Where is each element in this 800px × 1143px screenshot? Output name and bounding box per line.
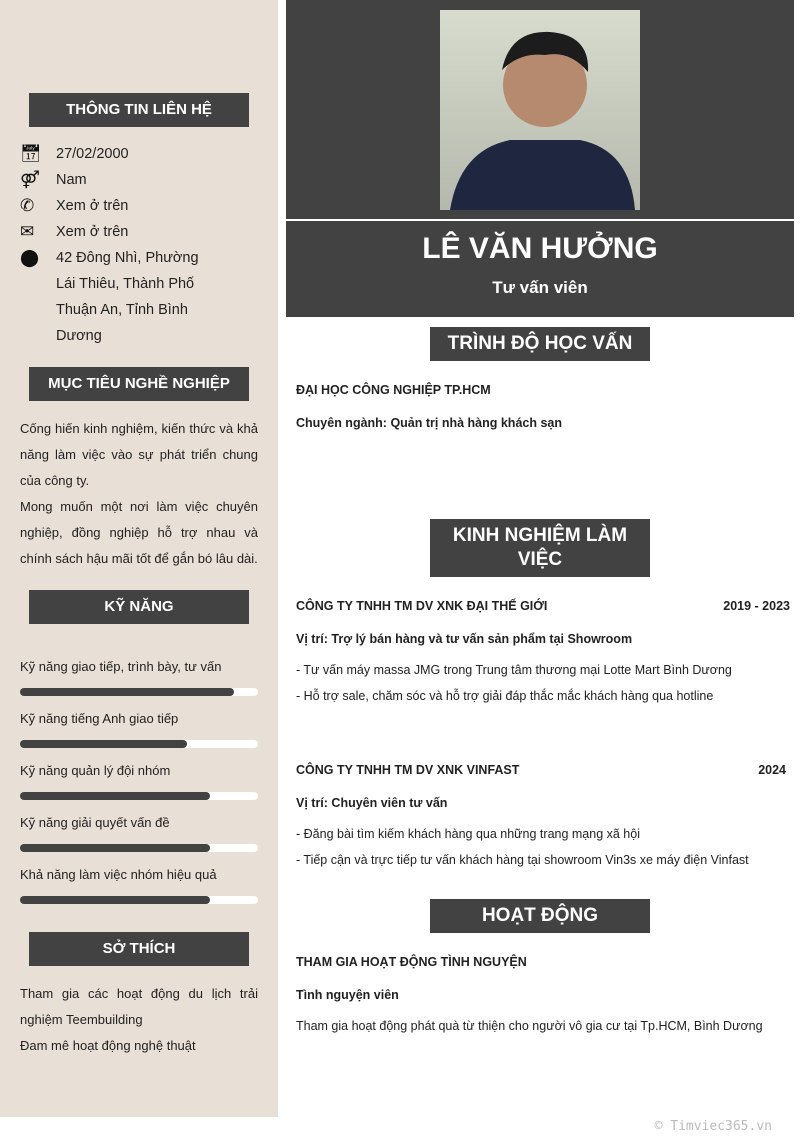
- email: Xem ở trên: [56, 224, 129, 240]
- objective-p1: Cống hiến kinh nghiệm, kiến thức và khả năng làm việc vào sự phát triển chung của công ty.: [20, 421, 258, 488]
- job-duty: - Hỗ trợ sale, chăm sóc và hỗ trợ giải đáp thắc mắc khách hàng qua hotline: [296, 689, 714, 703]
- school-name: ĐẠI HỌC CÔNG NGHIỆP TP.HCM: [296, 383, 491, 397]
- major: Chuyên ngành: Quản trị nhà hàng khách sạn: [296, 416, 562, 430]
- education-heading: TRÌNH ĐỘ HỌC VẤN: [430, 327, 650, 361]
- activities-heading: HOẠT ĐỘNG: [430, 899, 650, 933]
- job-position: Vị trí: Trợ lý bán hàng và tư vấn sản phẩm tại Showroom: [296, 632, 633, 646]
- job-years: 2024: [758, 763, 786, 777]
- phone: Xem ở trên: [56, 198, 129, 214]
- job-company: CÔNG TY TNHH TM DV XNK ĐẠI THẾ GIỚI: [296, 599, 548, 613]
- contact-heading: THÔNG TIN LIÊN HỆ: [29, 93, 249, 127]
- skill-item: [20, 758, 258, 800]
- calendar-icon: 📅︎: [20, 144, 42, 163]
- skill-label: Kỹ năng tiếng Anh giao tiếp: [20, 711, 179, 726]
- gender-icon: ⚤: [20, 170, 40, 189]
- job-duty: - Tiếp cận và trực tiếp tư vấn khách hàng tại showroom Vin3s xe máy điện Vinfast: [296, 853, 749, 867]
- profile-photo: [440, 10, 640, 210]
- skill-bar-fill: [20, 792, 210, 800]
- skill-label: Khả năng làm việc nhóm hiệu quả: [20, 867, 217, 882]
- skill-bar-fill: [20, 688, 234, 696]
- activity-role: Tình nguyện viên: [296, 988, 399, 1002]
- skill-bar: [20, 844, 258, 852]
- skill-item: [20, 862, 258, 904]
- job-company: CÔNG TY TNHH TM DV XNK VINFAST: [296, 763, 520, 777]
- skill-label: Kỹ năng giải quyết vấn đề: [20, 815, 170, 830]
- hobbies-text: [20, 981, 258, 1059]
- gender: Nam: [56, 172, 87, 188]
- skill-bar: [20, 792, 258, 800]
- hobby-2: Đam mê hoạt động nghệ thuật: [20, 1038, 196, 1053]
- skill-label: Kỹ năng giao tiếp, trình bày, tư vấn: [20, 659, 222, 674]
- skill-bar: [20, 688, 258, 696]
- experience-heading: KINH NGHIỆM LÀM VIỆC: [430, 519, 650, 577]
- skill-bar: [20, 896, 258, 904]
- divider: [286, 219, 794, 221]
- skill-bar: [20, 740, 258, 748]
- skill-item: [20, 810, 258, 852]
- job-position: Vị trí: Chuyên viên tư vấn: [296, 796, 448, 810]
- address: 42 Đông Nhì, Phường Lái Thiêu, Thành Phố Thuận An, Tỉnh Bình Dương: [56, 250, 199, 344]
- activity-name: THAM GIA HOẠT ĐỘNG TÌNH NGUYỆN: [296, 955, 527, 969]
- job-duty: - Tư vấn máy massa JMG trong Trung tâm thương mại Lotte Mart Bình Dương: [296, 663, 732, 677]
- objective-heading: MỤC TIÊU NGHỀ NGHIỆP: [29, 367, 249, 401]
- objective-text: [20, 416, 258, 572]
- objective-p2: Mong muốn một nơi làm việc chuyên nghiệp, đồng nghiệp hỗ trợ nhau và chính sách hậu mãi tốt để gắn bó lâu dài.: [20, 499, 258, 566]
- skill-bar-fill: [20, 896, 210, 904]
- birthdate: 27/02/2000: [56, 146, 129, 162]
- skill-item: [20, 654, 258, 696]
- job-years: 2019 - 2023: [723, 599, 790, 613]
- contact-list: [20, 141, 260, 349]
- skill-label: Kỹ năng quản lý đội nhóm: [20, 763, 171, 778]
- location-icon: ⬤: [20, 248, 40, 267]
- skill-bar-fill: [20, 844, 210, 852]
- skill-bar-fill: [20, 740, 187, 748]
- phone-icon: ✆: [20, 196, 35, 215]
- watermark: © Timviec365.vn: [654, 1119, 772, 1134]
- skills-heading: KỸ NĂNG: [29, 590, 249, 624]
- candidate-name: LÊ VĂN HƯỞNG: [422, 232, 658, 265]
- hobbies-heading: SỞ THÍCH: [29, 932, 249, 966]
- hobby-1: Tham gia các hoạt động du lịch trải nghiệm Teembuilding: [20, 986, 258, 1027]
- email-icon: ✉: [20, 222, 35, 241]
- skill-item: [20, 706, 258, 748]
- candidate-role: Tư vấn viên: [492, 278, 588, 297]
- activity-desc: Tham gia hoạt động phát quà từ thiện cho người vô gia cư tại Tp.HCM, Bình Dương: [296, 1019, 763, 1033]
- job-duty: - Đăng bài tìm kiếm khách hàng qua những trang mạng xã hội: [296, 827, 640, 841]
